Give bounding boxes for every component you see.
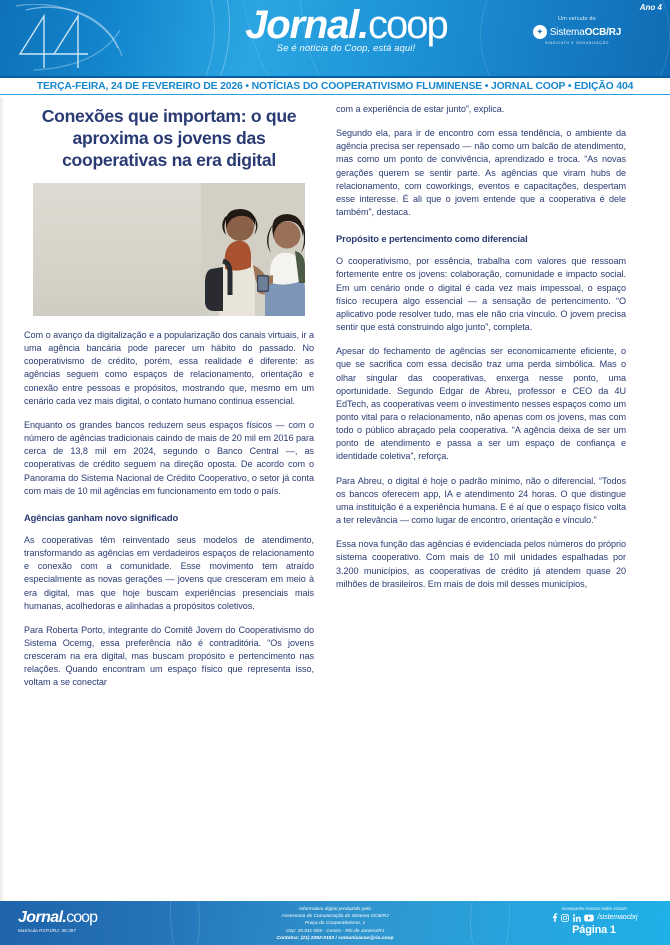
year-badge: Ano 4 xyxy=(639,3,662,12)
instagram-icon[interactable] xyxy=(561,914,569,922)
ocb-wordmark-sistema: Sistema xyxy=(549,26,585,38)
footer-logo-jornal: Jornal. xyxy=(18,909,67,926)
imprint-line: Informativo digital produzido pela xyxy=(299,907,371,912)
paragraph: Essa nova função das agências é evidenciada pelos números do próprio sistema cooperativo. Com mais de 10 mil unidades espalhadas por 3.200 municípios, as cooperativas de crédito já atendem quase 20 milhões de brasileiros. Em mais de dois mil desses municípios, xyxy=(336,539,626,589)
footer-logo-text xyxy=(18,909,97,927)
social-handle[interactable]: /sistemaocbrj xyxy=(597,914,638,921)
ocb-subtitle: SINDICATO E ORGANIZAÇÃO xyxy=(545,41,609,45)
anniversary-44-logo xyxy=(14,4,124,72)
paragraph: O cooperativismo, por essência, trabalha com valores que ressoam fortemente entre os jovens: colaboração, comunidade e impacto social. Em um cenário onde o digital é cada vez mais impessoal, o espaço físico recupera algo essencial — a sensação de pertencimento. “O aplicativo pode resolver tudo, mas ele não cria vínculo. O jovem precisa sentir que está construindo algo junto”, completa. xyxy=(336,256,626,333)
paragraph: Enquanto os grandes bancos reduzem seus espaços físicos — com o número de agências tradicionais caindo de mais de 20 mil em 2016 para cerca de 13,8 mil em 2024, segundo o Banco Central —, as cooperativas de crédito seguem na direção oposta. De acordo com o Panorama do Sistema Nacional de Crédito Cooperativo, o setor já conta com mais de 10 mil agências em funcionamento em todo o país. xyxy=(24,419,314,496)
youtube-icon[interactable] xyxy=(584,914,594,922)
section-subheading: Agências ganham novo significado xyxy=(24,511,179,523)
imprint-line: Assessoria de Comunicação do Sistema OCB/RJ xyxy=(281,914,389,920)
social-links[interactable] xyxy=(528,913,660,922)
linkedin-icon[interactable] xyxy=(573,914,581,922)
section-subheading: Propósito e pertencimento como diferencial xyxy=(336,233,528,245)
paragraph: Segundo ela, para ir de encontro com essa tendência, o ambiente da agência precisa ser repensado — não como um balcão de atendimento, mas como um ponto de convivência, aprendizado e troca. “As novas gerações querem se sentir parte. As agências que viram hubs de relacionamento, com coworkings, eventos e capacitações, despertam esse interesse. É ali que o jovem entende que a cooperativa é dele também”, destaca. xyxy=(336,128,626,218)
right-column xyxy=(336,101,626,901)
masthead-banner xyxy=(0,0,670,76)
paragraph: Para Abreu, o digital é hoje o padrão mínimo, não o diferencial. “Todos os bancos oferecem app, IA e atendimento 24 horas. O que distingue uma instituição é a experiência humana. E é aí que o espaço físico volta a ter relevância — como lugar de encontro, orientação e vínculo.” xyxy=(336,475,626,526)
imprint-line: Praça do Cooperativismo, 1 xyxy=(304,921,366,927)
footer-registration: Matrícula RCPJ/RJ: 38.387 xyxy=(18,928,77,933)
ocb-publisher-block xyxy=(512,16,642,45)
footer-logo-coop: coop xyxy=(66,909,97,926)
photo-two-young-women-with-phone xyxy=(33,183,305,316)
edition-date-text: TERÇA-FEIRA, 24 DE FEVEREIRO DE 2026 • NOTÍCIAS DO COOPERATIVISMO FLUMINENSE • JORNAL COOP • EDIÇÃO 404 xyxy=(36,80,634,92)
ocb-logo-row xyxy=(512,25,642,39)
brand-title-coop: coop xyxy=(368,3,447,47)
brand-title-jornal: Jornal. xyxy=(245,3,368,47)
ocb-wordmark-ocbrj: OCB/RJ xyxy=(584,26,622,38)
page-title: Conexões que importam: o que aproxima os jovens das cooperativas na era digital xyxy=(41,106,297,170)
page-footer xyxy=(0,901,670,945)
page-number: Página 1 xyxy=(572,924,616,936)
article-photo xyxy=(33,183,305,316)
paragraph: Apesar do fechamento de agências ser economicamente eficiente, o que se sacrifica com essa decisão traz uma perda simbólica. Mas o olhar singular das cooperativas, enxerga nesse ponto, uma oportunidade. Segundo Edgar de Abreu, professor e CEO da 4U EdTech, as cooperativas veem o investimento nesses espaços como um ponto vital para o relacionamento, não apenas com os jovens, mas com todo o público abraçado pela cooperativa. “A agência deixa de ser um ponto de atendimento e passa a ser um espaço de confiança e identidade coletiva”, reforça. xyxy=(336,346,626,462)
facebook-icon[interactable] xyxy=(551,913,558,922)
left-column xyxy=(24,101,314,901)
footer-logo xyxy=(18,909,97,933)
ocb-seal-icon: ✦ xyxy=(533,25,547,39)
imprint-line: Cep: 20.011-005 - Centro - Rio de Janeiro/RJ xyxy=(285,928,385,934)
brand-title xyxy=(196,3,496,47)
article-content xyxy=(0,95,670,901)
paragraph: com a experiência de estar junto”, explica. xyxy=(336,104,505,114)
ocb-kicker: Um veículo do xyxy=(558,16,596,22)
footer-social-block xyxy=(528,906,660,936)
social-label: Acompanhe nossas redes sociais xyxy=(561,906,627,911)
brand-tagline: Se é notícia do Coop, está aqui! xyxy=(276,43,416,54)
footer-imprint xyxy=(276,906,393,942)
brand-logo xyxy=(196,3,496,54)
edition-date-bar xyxy=(0,76,670,95)
paragraph: Para Roberta Porto, integrante do Comitê Jovem do Cooperativismo do Sistema Ocemg, essa preferência não é contraditória. “Os jovens cresceram na era digital, mas buscam propósito e pertencimento nas relações. Quando encontram um espaço físico que representa isso, voltam a se conectar xyxy=(24,624,314,688)
paragraph: As cooperativas têm reinventado seus modelos de atendimento, transformando as agências em verdadeiros espaços de relacionamento e conexão com a comunidade. Esse movimento tem atraído especialmente as novas gerações — jovens que cresceram em meio à era digital, mas que hoje buscam experiências presenciais mais humanas, acolhedoras e alinhadas a propósitos coletivos. xyxy=(24,534,314,611)
ocb-wordmark xyxy=(550,27,621,38)
imprint-line: Contatos: (21) 2252-0153 / comunicacao@rio.coop xyxy=(276,935,394,941)
paragraph: Com o avanço da digitalização e a popularização dos canais virtuais, ir a uma agência bancária pode parecer um hábito do passado. No cooperativismo de crédito, porém, essa realidade é diferente: as agências seguem como espaços de relacionamento, orientação e conexão entre pessoas e propósitos, mostrando que, mesmo em um cenário cada vez mais digital, o contato humano continua essencial. xyxy=(24,330,314,406)
